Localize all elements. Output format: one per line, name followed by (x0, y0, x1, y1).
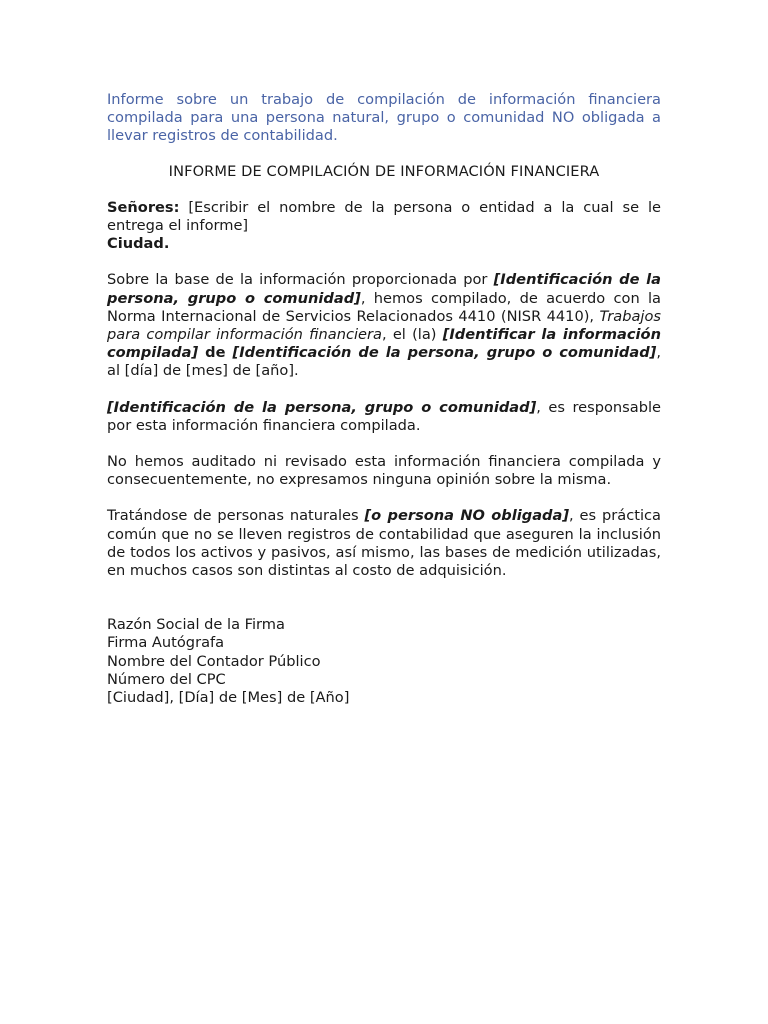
p4-part-a: Tratándose de personas naturales (107, 507, 365, 525)
document-body (107, 91, 661, 707)
paragraph-responsibility (107, 399, 661, 435)
greeting-city-line (107, 235, 661, 253)
p2-person-placeholder: [Identificación de la persona, grupo o comunidad] (107, 398, 537, 416)
greeting-text: [Escribir el nombre de la persona o entidad a la cual se le entrega el informe] (107, 198, 661, 235)
paragraph-basis (107, 271, 661, 380)
paragraph-natural-persons (107, 507, 661, 580)
p1-person-placeholder-2: [Identificación de la persona, grupo o comunidad] (232, 344, 657, 362)
greeting-city: Ciudad. (107, 235, 170, 253)
document-title: INFORME DE COMPILACIÓN DE INFORMACIÓN FINANCIERA (168, 162, 600, 180)
p1-part-a: Sobre la base de la información proporcionada por (107, 271, 494, 289)
signature-cpc: Número del CPC (107, 670, 226, 688)
signature-accountant: Nombre del Contador Público (107, 652, 321, 670)
p1-part-e: , el (la) (381, 326, 443, 344)
signature-autograph: Firma Autógrafa (107, 634, 225, 652)
p4-placeholder: [o persona NO obligada] (364, 507, 570, 525)
signature-firm: Razón Social de la Firma (107, 616, 285, 634)
paragraph-no-opinion: No hemos auditado ni revisado esta información financiera compilada y consecuentemente, no expresamos ninguna opinión sobre la misma. (107, 453, 661, 489)
p1-part-c: , hemos compilado, de acuerdo con la Norma Internacional de Servicios Relacionados 4410 (NISR 4410), (107, 289, 661, 325)
intro-note: Informe sobre un trabajo de compilación de información financiera compilada para una persona natural, grupo o comunidad NO obligada a llevar registros de contabilidad. (107, 91, 661, 145)
p1-info-placeholder: [Identificar la información compilada] (107, 326, 661, 362)
greeting-paragraph (107, 199, 661, 235)
p2-part-b: , es responsable por esta información financiera compilada. (107, 398, 661, 434)
p4-part-c: , es práctica común que no se lleven registros de contabilidad que aseguren la inclusión de todos los activos y pasivos, así mismo, las bases de medición utilizadas, en muchos casos son distintas al costo de adquisición. (107, 507, 661, 580)
signature-block (107, 616, 661, 707)
greeting-label: Señores: (107, 198, 180, 216)
p1-person-placeholder: [Identificación de la persona, grupo o comunidad] (107, 271, 661, 307)
p1-part-i: , al [día] de [mes] de [año]. (107, 344, 661, 380)
p1-part-g: de (198, 344, 233, 362)
signature-place-date: [Ciudad], [Día] de [Mes] de [Año] (107, 689, 350, 707)
p1-standard-title: Trabajos para compilar información financiera (107, 307, 661, 344)
